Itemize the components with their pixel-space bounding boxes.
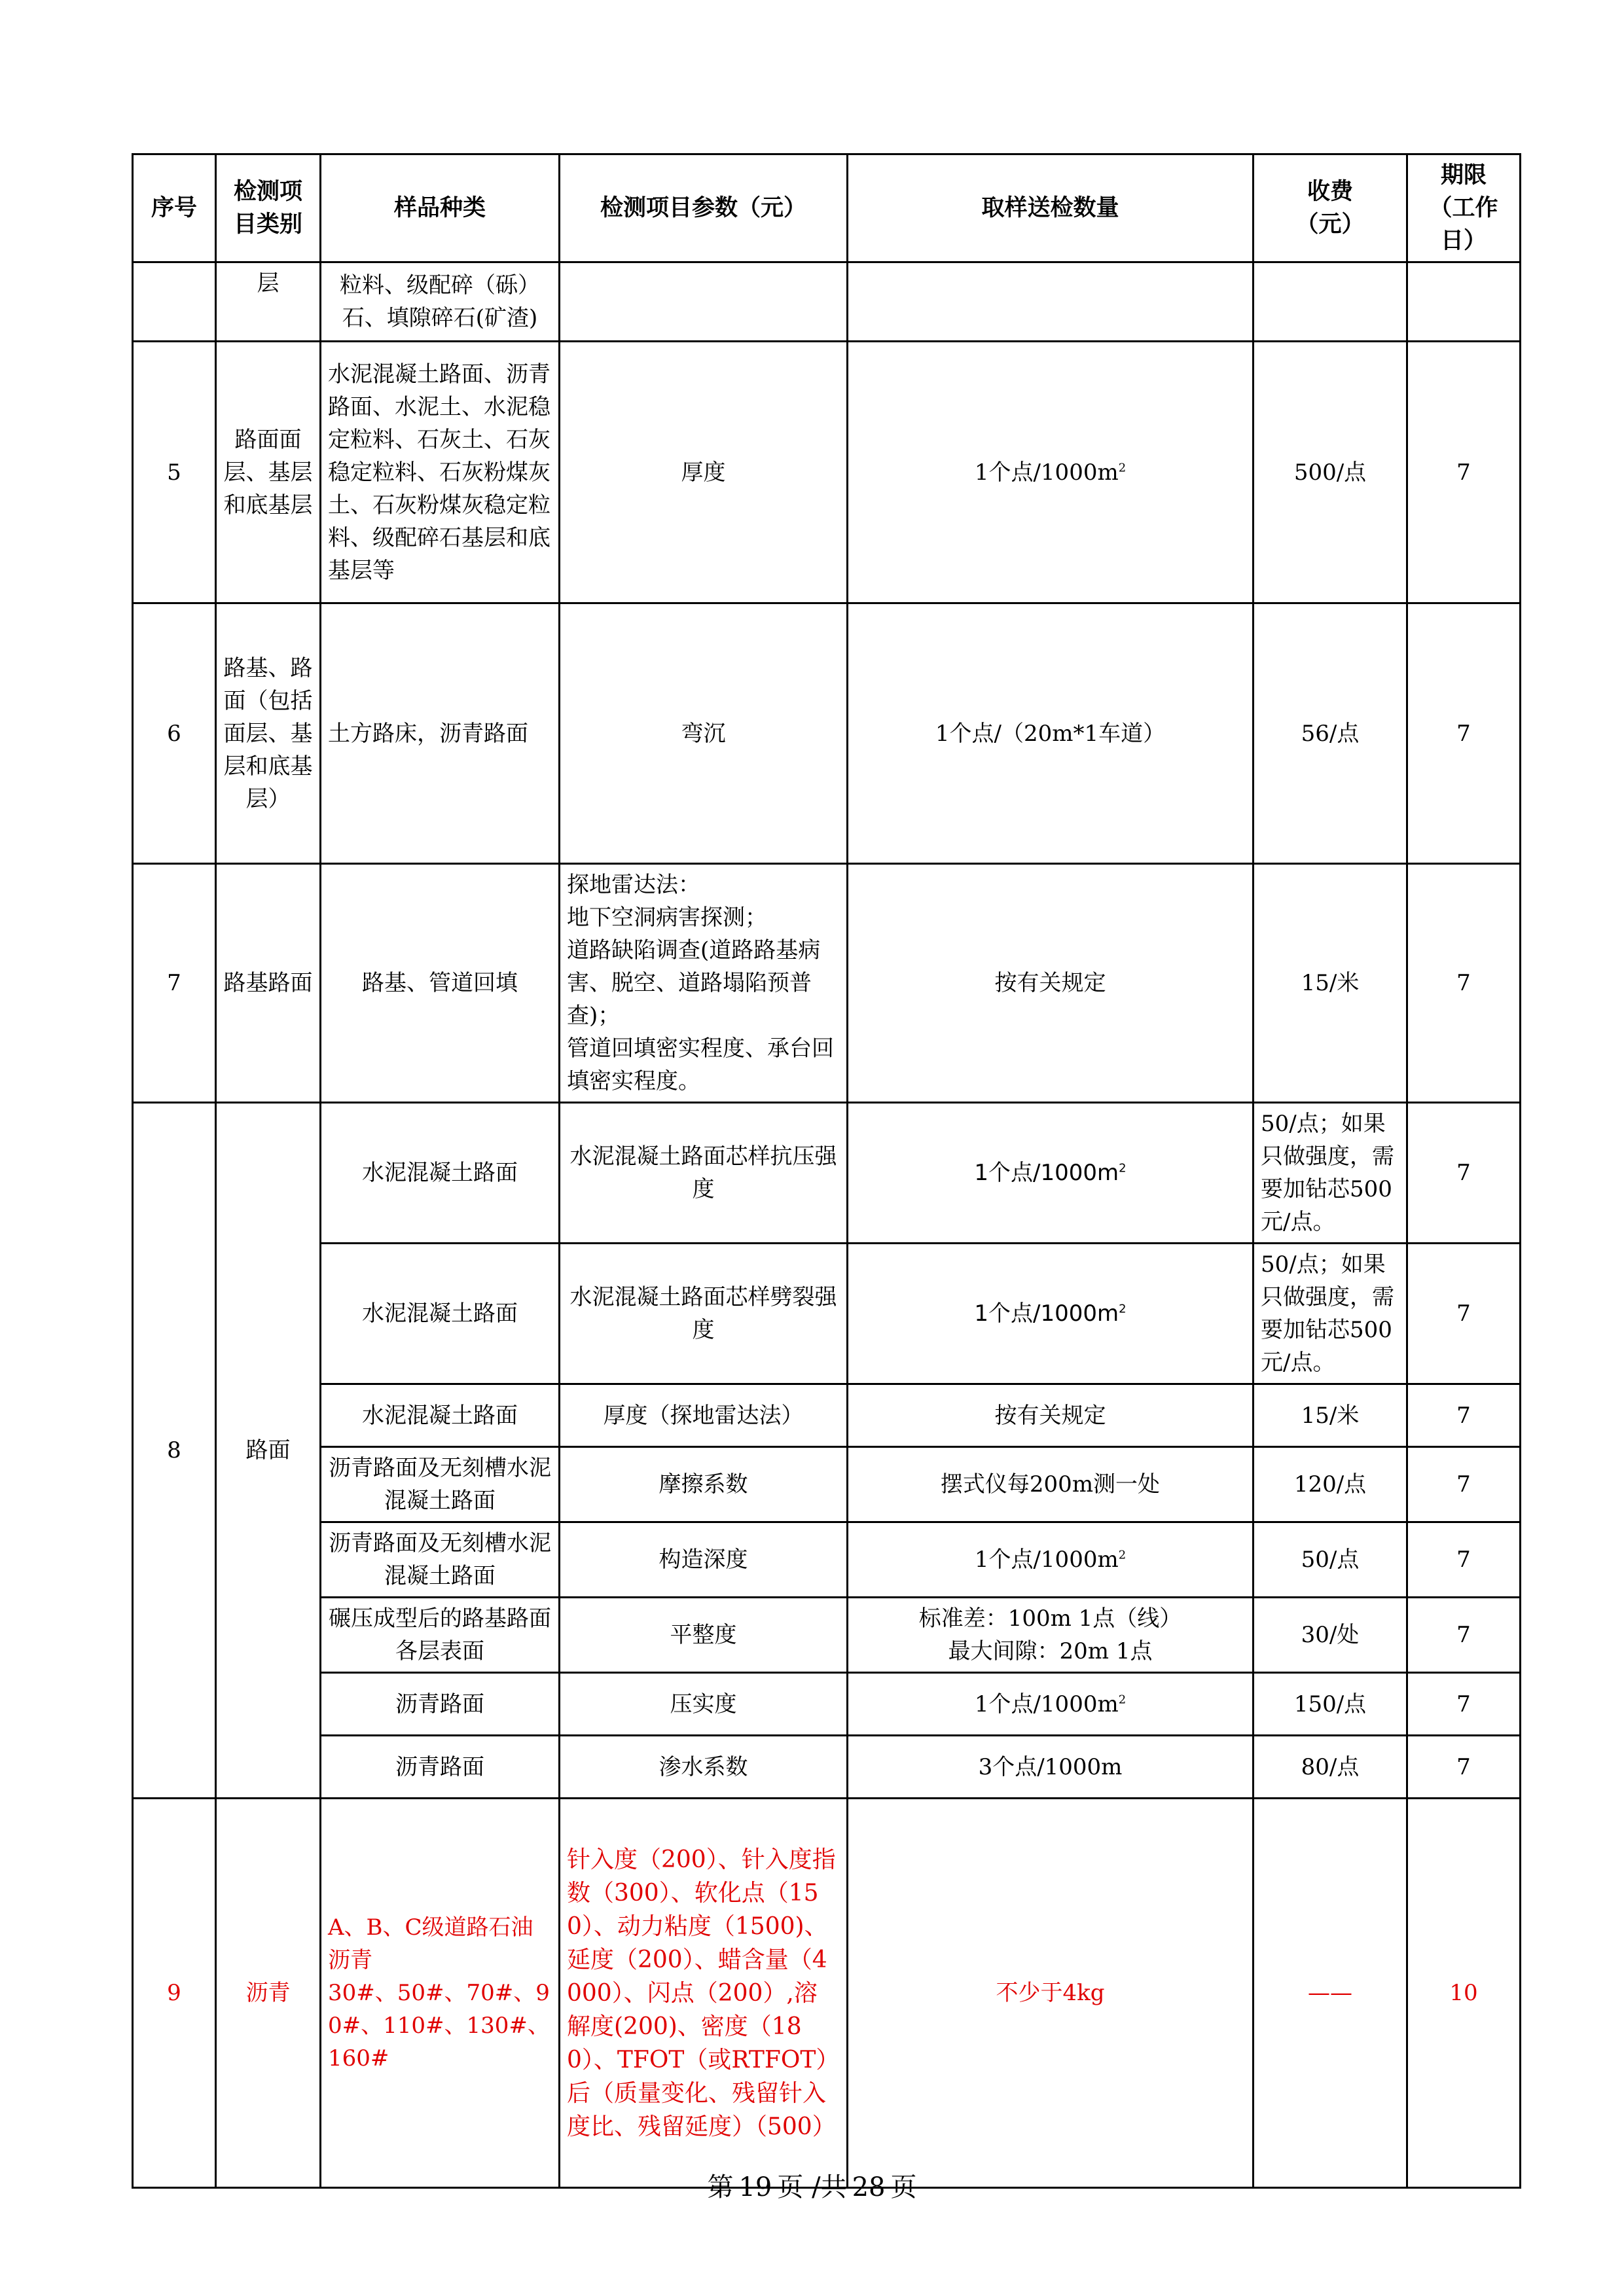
- cell-period: 7: [1407, 342, 1521, 603]
- cell-category: 沥青: [216, 1799, 321, 2188]
- cell-period: 7: [1407, 1103, 1521, 1244]
- cell-fee: 15/米: [1254, 1384, 1407, 1447]
- cell-sample: 粒料、级配碎（砾）石、填隙碎石(矿渣): [321, 262, 560, 342]
- cell-no: 8: [133, 1103, 216, 1799]
- cell-sample: 水泥混凝土路面: [321, 1103, 560, 1244]
- cell-qty: 1个点/（20m*1车道）: [848, 603, 1254, 864]
- cell-qty: 1个点$/1000m^2$: [848, 1103, 1254, 1244]
- footer-total-pages: 28: [852, 2172, 886, 2202]
- header-no: 序号: [133, 154, 216, 262]
- cell-param: 构造深度: [560, 1522, 848, 1598]
- table-row: [133, 342, 1521, 603]
- cell-fee: 50/点；如果只做强度，需要加钻芯500元/点。: [1254, 1244, 1407, 1384]
- cell-param: 压实度: [560, 1673, 848, 1736]
- cell-fee: 30/处: [1254, 1598, 1407, 1673]
- cell-category: 路基、路面（包括面层、基层和底基层）: [216, 603, 321, 864]
- table-header-row: [133, 154, 1521, 262]
- cell-qty: [848, 262, 1254, 342]
- cell-param: 厚度: [560, 342, 848, 603]
- cell-sample: 沥青路面: [321, 1673, 560, 1736]
- cell-param: 弯沉: [560, 603, 848, 864]
- cell-fee: 50/点；如果只做强度，需要加钻芯500元/点。: [1254, 1103, 1407, 1244]
- cell-period: 7: [1407, 1736, 1521, 1799]
- cell-category: 路面: [216, 1103, 321, 1799]
- cell-period: 7: [1407, 864, 1521, 1103]
- table-row: [133, 1447, 1521, 1522]
- table-row: [133, 1244, 1521, 1384]
- cell-no: 9: [133, 1799, 216, 2188]
- cell-category: 路面面层、基层和底基层: [216, 342, 321, 603]
- cell-param: 针入度（200）、针入度指数（300）、软化点（150）、动力粘度（1500)、延度（200）、蜡含量（4000）、闪点（200）,溶解度(200)、密度（180）、TFOT（或RTFOT）后（质量变化、残留针入度比、残留延度）（500）: [560, 1799, 848, 2188]
- cell-sample: 路基、管道回填: [321, 864, 560, 1103]
- cell-no: 6: [133, 603, 216, 864]
- cell-param: 水泥混凝土路面芯样劈裂强度: [560, 1244, 848, 1384]
- cell-qty: 3个点/1000m: [848, 1736, 1254, 1799]
- header-qty: 取样送检数量: [848, 154, 1254, 262]
- table-row: [133, 1736, 1521, 1799]
- cell-category: 层: [216, 262, 321, 342]
- table-row: [133, 1799, 1521, 2188]
- cell-qty: 按有关规定: [848, 864, 1254, 1103]
- table-row: [133, 1673, 1521, 1736]
- cell-period: 7: [1407, 1384, 1521, 1447]
- cell-category: 路基路面: [216, 864, 321, 1103]
- footer-mid: 页 /共: [777, 2172, 847, 2202]
- cell-qty: 1个点$/1000m^2$: [848, 1522, 1254, 1598]
- cell-param: 厚度（探地雷达法）: [560, 1384, 848, 1447]
- cell-sample: 碾压成型后的路基路面各层表面: [321, 1598, 560, 1673]
- cell-fee: 56/点: [1254, 603, 1407, 864]
- table-row: [133, 864, 1521, 1103]
- cell-period: [1407, 262, 1521, 342]
- cell-sample: 沥青路面及无刻槽水泥混凝土路面: [321, 1522, 560, 1598]
- footer-prefix: 第: [707, 2172, 734, 2202]
- cell-fee: 120/点: [1254, 1447, 1407, 1522]
- cell-param: 水泥混凝土路面芯样抗压强度: [560, 1103, 848, 1244]
- cell-qty: 1个点$/1000m^2$: [848, 1673, 1254, 1736]
- table-row: [133, 1384, 1521, 1447]
- cell-sample: 沥青路面: [321, 1736, 560, 1799]
- cell-period: 10: [1407, 1799, 1521, 2188]
- footer-suffix: 页: [890, 2172, 917, 2202]
- cell-period: 7: [1407, 1673, 1521, 1736]
- cell-fee: ——: [1254, 1799, 1407, 2188]
- cell-param: 探地雷达法： 地下空洞病害探测； 道路缺陷调查(道路路基病害、脱空、道路塌陷预普查)； 管道回填密实程度、承台回填密实程度。: [560, 864, 848, 1103]
- cell-param: [560, 262, 848, 342]
- header-fee: 收费 （元）: [1254, 154, 1407, 262]
- header-category: 检测项 目类别: [216, 154, 321, 262]
- cell-no: 7: [133, 864, 216, 1103]
- table-row: [133, 1598, 1521, 1673]
- cell-qty: 标准差：100m 1点（线） 最大间隙：20m 1点: [848, 1598, 1254, 1673]
- cell-no: [133, 262, 216, 342]
- cell-fee: 500/点: [1254, 342, 1407, 603]
- cell-sample: 水泥混凝土路面: [321, 1384, 560, 1447]
- table-row: [133, 262, 1521, 342]
- fee-table: [132, 153, 1521, 2189]
- cell-period: 7: [1407, 1522, 1521, 1598]
- cell-fee: 150/点: [1254, 1673, 1407, 1736]
- header-period: 期限 （工作日）: [1407, 154, 1521, 262]
- cell-qty: 按有关规定: [848, 1384, 1254, 1447]
- cell-qty: 不少于4kg: [848, 1799, 1254, 2188]
- cell-sample: 沥青路面及无刻槽水泥混凝土路面: [321, 1447, 560, 1522]
- table-row: [133, 603, 1521, 864]
- header-sample: 样品种类: [321, 154, 560, 262]
- cell-sample: 水泥混凝土路面: [321, 1244, 560, 1384]
- header-param: 检测项目参数（元）: [560, 154, 848, 262]
- cell-param: 渗水系数: [560, 1736, 848, 1799]
- cell-no: 5: [133, 342, 216, 603]
- cell-period: 7: [1407, 603, 1521, 864]
- cell-period: 7: [1407, 1447, 1521, 1522]
- cell-fee: 50/点: [1254, 1522, 1407, 1598]
- cell-period: 7: [1407, 1598, 1521, 1673]
- cell-fee: [1254, 262, 1407, 342]
- cell-qty: 摆式仪每200m测一处: [848, 1447, 1254, 1522]
- table-row: [133, 1103, 1521, 1244]
- cell-sample: A、B、C级道路石油沥青 30#、50#、70#、90#、110#、130#、160#: [321, 1799, 560, 2188]
- page-footer: [0, 2166, 1624, 2204]
- cell-period: 7: [1407, 1244, 1521, 1384]
- cell-sample: 水泥混凝土路面、沥青路面、水泥土、水泥稳定粒料、石灰土、石灰稳定粒料、石灰粉煤灰土、石灰粉煤灰稳定粒料、级配碎石基层和底基层等: [321, 342, 560, 603]
- cell-sample: 土方路床，沥青路面: [321, 603, 560, 864]
- cell-qty: 1个点$/1000m^2$: [848, 1244, 1254, 1384]
- cell-param: 平整度: [560, 1598, 848, 1673]
- cell-fee: 80/点: [1254, 1736, 1407, 1799]
- cell-param: 摩擦系数: [560, 1447, 848, 1522]
- table-row: [133, 1522, 1521, 1598]
- cell-fee: 15/米: [1254, 864, 1407, 1103]
- footer-page-number: 19: [738, 2172, 772, 2202]
- cell-qty: 1个点$/1000m^2$: [848, 342, 1254, 603]
